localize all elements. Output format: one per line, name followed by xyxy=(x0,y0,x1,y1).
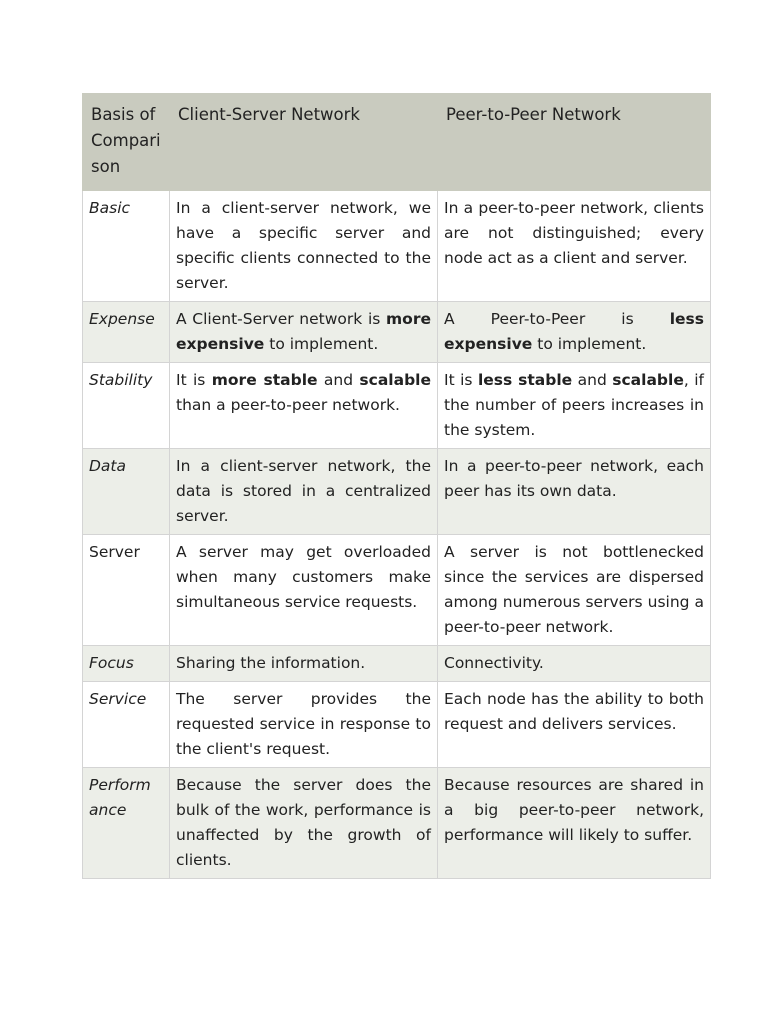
table-row xyxy=(83,449,711,535)
peer-to-peer-cell: Connectivity. xyxy=(438,646,711,682)
header-peer-to-peer: Peer-to-Peer Network xyxy=(438,94,711,191)
row-label: Focus xyxy=(83,646,170,682)
client-server-cell: It is more stable and scalable than a peer-to-peer network. xyxy=(170,363,438,449)
row-label: Basic xyxy=(83,191,170,302)
header-row xyxy=(83,94,711,191)
row-label: Service xyxy=(83,682,170,768)
table-row xyxy=(83,302,711,363)
header-basis: Basis of Compari son xyxy=(83,94,170,191)
table-row xyxy=(83,191,711,302)
client-server-cell: The server provides the requested service in response to the client's request. xyxy=(170,682,438,768)
peer-to-peer-cell: A server is not bottlenecked since the services are dispersed among numerous servers using a peer-to-peer network. xyxy=(438,535,711,646)
peer-to-peer-cell: In a peer-to-peer network, clients are not distinguished; every node act as a client and server. xyxy=(438,191,711,302)
client-server-cell: In a client-server network, the data is stored in a centralized server. xyxy=(170,449,438,535)
row-label: Data xyxy=(83,449,170,535)
comparison-table xyxy=(82,93,711,879)
table-row xyxy=(83,363,711,449)
row-label: Expense xyxy=(83,302,170,363)
client-server-cell: Sharing the information. xyxy=(170,646,438,682)
peer-to-peer-cell: It is less stable and scalable, if the number of peers increases in the system. xyxy=(438,363,711,449)
table-row xyxy=(83,768,711,879)
peer-to-peer-cell: Because resources are shared in a big peer-to-peer network, performance will likely to suffer. xyxy=(438,768,711,879)
peer-to-peer-cell: In a peer-to-peer network, each peer has its own data. xyxy=(438,449,711,535)
client-server-cell: In a client-server network, we have a specific server and specific clients connected to the server. xyxy=(170,191,438,302)
table-row xyxy=(83,646,711,682)
client-server-cell: Because the server does the bulk of the work, performance is unaffected by the growth of clients. xyxy=(170,768,438,879)
client-server-cell: A Client-Server network is more expensive to implement. xyxy=(170,302,438,363)
table-row xyxy=(83,535,711,646)
header-client-server: Client-Server Network xyxy=(170,94,438,191)
row-label: Perform ance xyxy=(83,768,170,879)
row-label: Stability xyxy=(83,363,170,449)
peer-to-peer-cell: Each node has the ability to both request and delivers services. xyxy=(438,682,711,768)
peer-to-peer-cell: A Peer-to-Peer is less expensive to implement. xyxy=(438,302,711,363)
table-row xyxy=(83,682,711,768)
client-server-cell: A server may get overloaded when many customers make simultaneous service requests. xyxy=(170,535,438,646)
row-label: Server xyxy=(83,535,170,646)
